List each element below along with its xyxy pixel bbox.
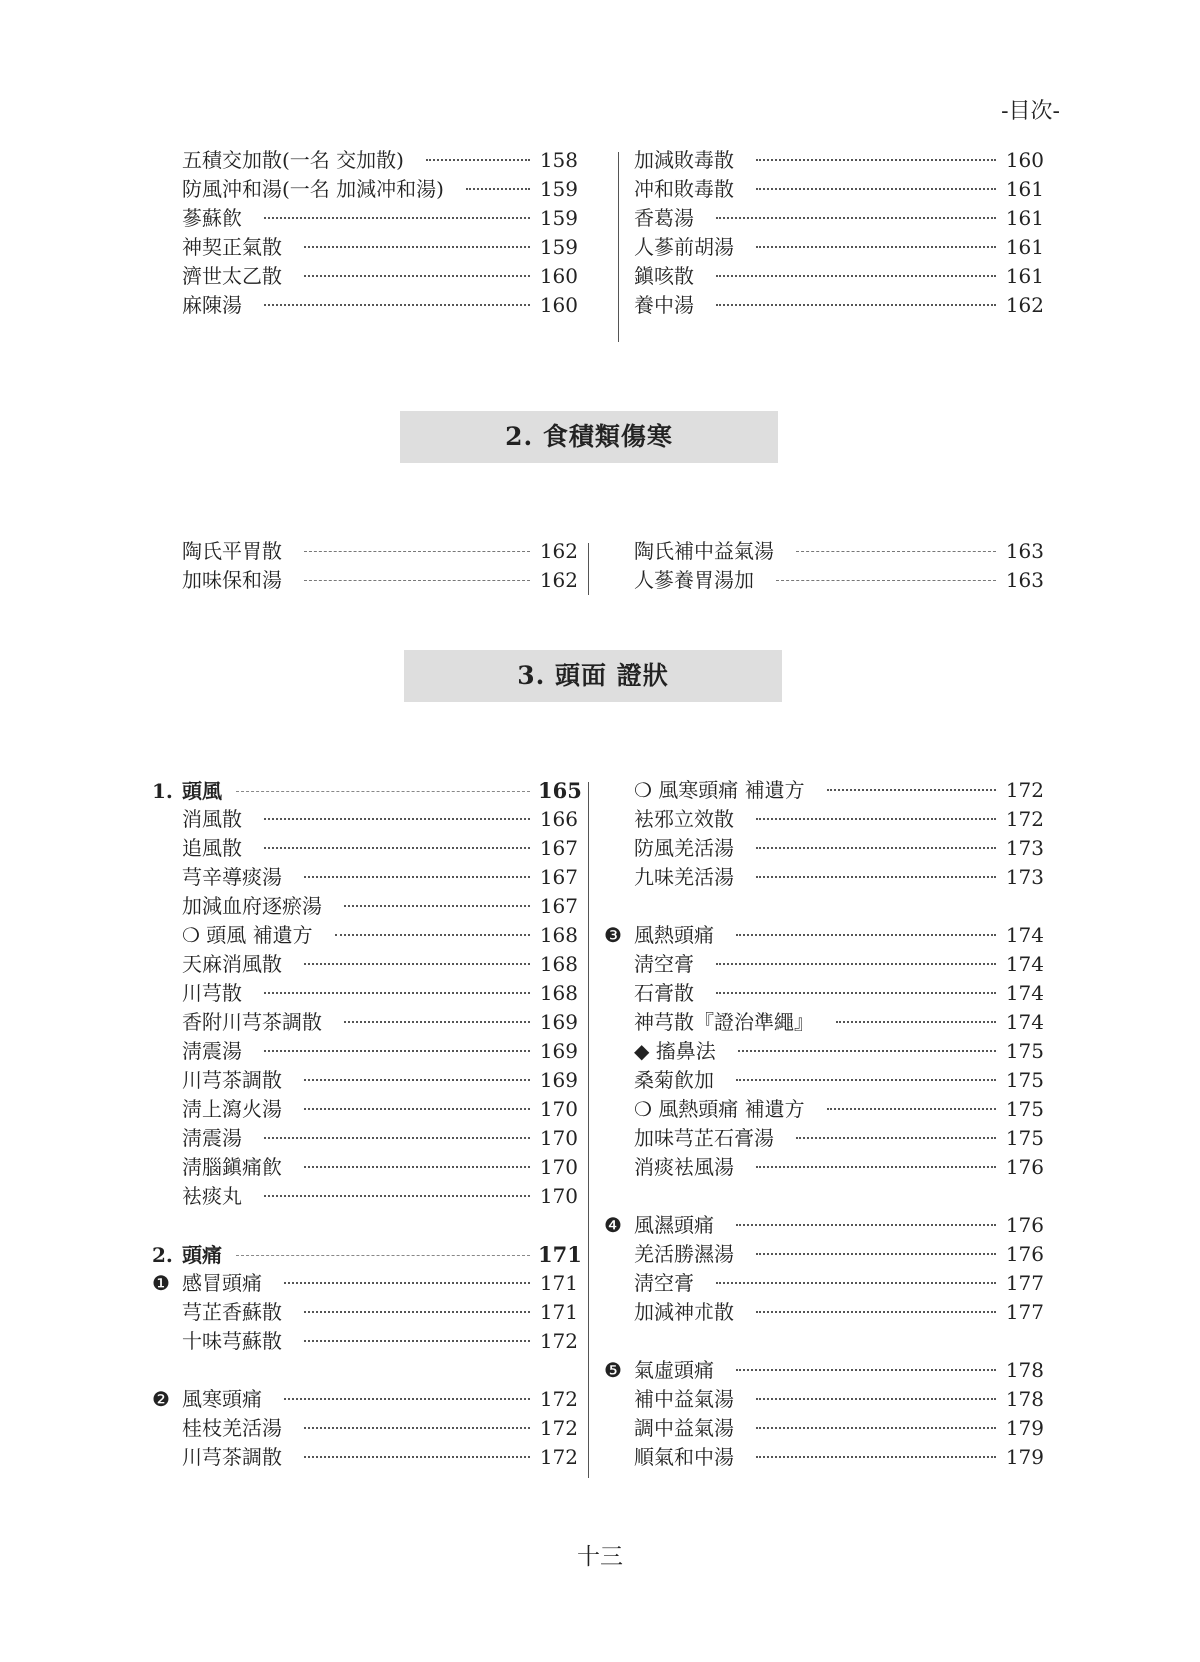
toc-entry-marker: ❹ (604, 1213, 622, 1237)
toc-entry-page: 176 (1005, 1213, 1044, 1237)
dot-leader (716, 963, 996, 965)
section-banner-2: 2. 食積類傷寒 (400, 411, 778, 463)
toc-entry-page: 174 (1005, 1010, 1044, 1034)
dot-leader (796, 1137, 996, 1139)
toc-entry[interactable] (152, 979, 578, 1008)
toc-entry-page: 169 (539, 1010, 578, 1034)
toc-entry[interactable] (634, 262, 1044, 291)
dot-leader (756, 1166, 996, 1168)
dot-leader (304, 876, 530, 878)
toc-entry-page: 171 (539, 1300, 578, 1324)
dot-leader (756, 159, 996, 161)
toc-entry-title: 加減血府逐瘀湯 (182, 894, 322, 918)
toc-entry-page: 162 (1005, 293, 1044, 317)
toc-entry-title: 加減神朮散 (634, 1300, 734, 1324)
toc-entry-title: 川芎茶調散 (182, 1068, 282, 1092)
toc-entry[interactable] (604, 1269, 1044, 1298)
toc-entry-title: 麻陳湯 (182, 293, 242, 317)
toc-entry[interactable] (152, 1327, 578, 1356)
toc-entry[interactable] (604, 776, 1044, 805)
dot-leader (236, 791, 530, 792)
dot-leader (756, 876, 996, 878)
toc-entry-title: ◆ 搐鼻法 (634, 1039, 716, 1063)
toc-entry-page: 163 (1005, 568, 1044, 592)
toc-entry-title: 風寒頭痛 (182, 1387, 262, 1411)
toc-entry-page: 174 (1005, 981, 1044, 1005)
dot-leader (756, 1456, 996, 1458)
toc-entry-page: 179 (1005, 1445, 1044, 1469)
toc-entry-page: 172 (539, 1445, 578, 1469)
toc-spacer (152, 1211, 578, 1240)
dot-leader (776, 580, 996, 581)
toc-column-left (152, 776, 582, 1472)
dot-leader (736, 1369, 996, 1371)
toc-entry-title: 補中益氣湯 (634, 1387, 734, 1411)
toc-entry[interactable] (604, 1414, 1044, 1443)
dot-leader (335, 934, 530, 936)
toc-entry-title: 人蔘養胃湯加 (634, 568, 754, 592)
dot-leader (756, 1311, 996, 1313)
toc-entry-page: 177 (1005, 1300, 1044, 1324)
toc-entry-page: 175 (1005, 1126, 1044, 1150)
toc-entry-title: 羌活勝濕湯 (634, 1242, 734, 1266)
toc-entry-title: 追風散 (182, 836, 242, 860)
toc-entry[interactable] (182, 204, 578, 233)
toc-entry-title: 消風散 (182, 807, 242, 831)
toc-entry[interactable] (152, 892, 578, 921)
toc-entry-title: 頭風 (182, 779, 222, 803)
toc-entry-title: 陶氏補中益氣湯 (634, 539, 774, 563)
toc-entry-title: 順氣和中湯 (634, 1445, 734, 1469)
dot-leader (304, 246, 530, 248)
toc-entry[interactable] (604, 1211, 1044, 1240)
toc-spacer (604, 892, 1044, 921)
toc-entry-page: 168 (539, 952, 578, 976)
toc-entry-page: 174 (1005, 952, 1044, 976)
toc-entry-page: 172 (1005, 807, 1044, 831)
dot-leader (716, 217, 996, 219)
dot-leader (304, 963, 530, 965)
dot-leader (736, 934, 996, 936)
toc-entry-page: 161 (1005, 206, 1044, 230)
dot-leader (264, 1195, 530, 1197)
column-divider (618, 152, 619, 342)
toc-entry[interactable] (634, 566, 1044, 595)
toc-entry-title: 淸震湯 (182, 1039, 242, 1063)
toc-entry-title: 桂枝羌活湯 (182, 1416, 282, 1440)
toc-entry[interactable] (604, 950, 1044, 979)
dot-leader (738, 1050, 996, 1052)
toc-section-heading[interactable] (152, 776, 582, 805)
dot-leader (264, 1050, 530, 1052)
toc-entry-title: 袪邪立效散 (634, 807, 734, 831)
toc-entry[interactable] (604, 863, 1044, 892)
toc-entry[interactable] (152, 1153, 578, 1182)
toc-entry[interactable] (634, 291, 1044, 320)
dot-leader (304, 1108, 530, 1110)
toc-entry-page: 165 (538, 778, 582, 803)
toc-entry-page: 161 (1005, 235, 1044, 259)
toc-entry-page: 173 (1005, 836, 1044, 860)
toc-entry[interactable] (152, 863, 578, 892)
toc-entry-title: 九味羌活湯 (634, 865, 734, 889)
toc-entry-title: 淸空膏 (634, 1271, 694, 1295)
toc-entry-page: 172 (539, 1387, 578, 1411)
dot-leader (756, 847, 996, 849)
toc-block-2 (158, 537, 1044, 607)
toc-entry-title: 神芎散『證治準繩』 (634, 1010, 814, 1034)
toc-entry[interactable] (152, 1066, 578, 1095)
toc-entry[interactable] (604, 1095, 1044, 1124)
toc-entry-title: 五積交加散(一名 交加散) (182, 148, 404, 172)
toc-entry[interactable] (152, 1298, 578, 1327)
toc-entry-page: 171 (538, 1242, 582, 1267)
toc-entry-page: 174 (1005, 923, 1044, 947)
toc-entry-title: 人蔘前胡湯 (634, 235, 734, 259)
toc-entry-page: 178 (1005, 1358, 1044, 1382)
dot-leader (756, 246, 996, 248)
toc-entry[interactable] (152, 1182, 578, 1211)
toc-entry-marker: ❶ (152, 1271, 170, 1295)
dot-leader (264, 992, 530, 994)
toc-entry[interactable] (634, 146, 1044, 175)
toc-column-right (604, 776, 1044, 1472)
toc-column-left (182, 537, 578, 595)
column-divider (588, 543, 589, 595)
toc-entry-title: 風濕頭痛 (634, 1213, 714, 1237)
toc-entry-page: 172 (1005, 778, 1044, 802)
toc-entry-marker: 1. (152, 779, 173, 803)
dot-leader (304, 1311, 530, 1313)
toc-entry-marker: ❸ (604, 923, 622, 947)
toc-entry-page: 170 (539, 1184, 578, 1208)
toc-entry-page: 169 (539, 1039, 578, 1063)
dot-leader (827, 1108, 996, 1110)
toc-entry-title: 陶氏平胃散 (182, 539, 282, 563)
toc-entry-title: 加味保和湯 (182, 568, 282, 592)
dot-leader (796, 551, 996, 552)
toc-column-right (634, 146, 1044, 320)
toc-entry-marker: ❺ (604, 1358, 622, 1382)
toc-entry-title: 香葛湯 (634, 206, 694, 230)
toc-entry-title: 袪痰丸 (182, 1184, 242, 1208)
toc-entry[interactable] (604, 979, 1044, 1008)
dot-leader (304, 580, 530, 581)
toc-entry-title: 天麻消風散 (182, 952, 282, 976)
toc-entry-page: 159 (539, 235, 578, 259)
toc-entry[interactable] (152, 950, 578, 979)
toc-entry-page: 167 (539, 894, 578, 918)
toc-entry-title: 防風沖和湯(一名 加減冲和湯) (182, 177, 444, 201)
toc-entry-title: 十味芎蘇散 (182, 1329, 282, 1353)
dot-leader (756, 188, 996, 190)
toc-entry-page: 171 (539, 1271, 578, 1295)
toc-entry[interactable] (634, 537, 1044, 566)
dot-leader (304, 1427, 530, 1429)
toc-entry-title: 頭痛 (182, 1243, 222, 1267)
toc-spacer (152, 1356, 578, 1385)
toc-entry-page: 169 (539, 1068, 578, 1092)
toc-entry-title: ❍ 風熱頭痛 補遺方 (634, 1097, 805, 1121)
dot-leader (756, 818, 996, 820)
toc-entry-page: 175 (1005, 1097, 1044, 1121)
toc-entry[interactable] (152, 1095, 578, 1124)
column-divider (588, 782, 589, 1478)
toc-entry-title: 加減敗毒散 (634, 148, 734, 172)
toc-entry-page: 176 (1005, 1155, 1044, 1179)
toc-entry-title: 氣虛頭痛 (634, 1358, 714, 1382)
toc-entry-page: 178 (1005, 1387, 1044, 1411)
toc-entry[interactable] (182, 566, 578, 595)
toc-entry-page: 162 (539, 539, 578, 563)
toc-entry-marker: 2. (152, 1243, 173, 1267)
toc-entry-page: 160 (1005, 148, 1044, 172)
toc-entry[interactable] (152, 921, 578, 950)
dot-leader (304, 275, 530, 277)
toc-entry-page: 175 (1005, 1039, 1044, 1063)
toc-entry[interactable] (182, 537, 578, 566)
toc-entry[interactable] (604, 921, 1044, 950)
dot-leader (236, 1255, 530, 1256)
toc-entry-page: 161 (1005, 177, 1044, 201)
toc-entry-title: 香附川芎茶調散 (182, 1010, 322, 1034)
toc-entry[interactable] (152, 1037, 578, 1066)
dot-leader (426, 159, 530, 161)
toc-entry[interactable] (182, 146, 578, 175)
toc-entry-title: 桑菊飮加 (634, 1068, 714, 1092)
toc-entry[interactable] (604, 1443, 1044, 1472)
dot-leader (264, 1137, 530, 1139)
dot-leader (264, 217, 530, 219)
toc-entry-page: 163 (1005, 539, 1044, 563)
toc-entry-title: 石膏散 (634, 981, 694, 1005)
toc-entry-page: 161 (1005, 264, 1044, 288)
dot-leader (304, 1456, 530, 1458)
section-banner-3: 3. 頭面 證狀 (404, 650, 782, 702)
toc-entry-title: 加味芎芷石膏湯 (634, 1126, 774, 1150)
toc-entry-title: 消痰袪風湯 (634, 1155, 734, 1179)
toc-entry[interactable] (604, 1240, 1044, 1269)
toc-entry-page: 172 (539, 1416, 578, 1440)
toc-entry-title: 濟世太乙散 (182, 264, 282, 288)
toc-entry-page: 168 (539, 981, 578, 1005)
dot-leader (264, 847, 530, 849)
toc-block-1 (158, 146, 1044, 346)
toc-entry-page: 176 (1005, 1242, 1044, 1266)
toc-entry-title: 調中益氣湯 (634, 1416, 734, 1440)
toc-column-left (182, 146, 578, 320)
toc-entry[interactable] (604, 1066, 1044, 1095)
toc-spacer (604, 1327, 1044, 1356)
toc-entry-title: 芎芷香蘇散 (182, 1300, 282, 1324)
dot-leader (304, 1166, 530, 1168)
toc-entry-title: 蔘蘇飮 (182, 206, 242, 230)
toc-section-heading[interactable] (152, 1240, 582, 1269)
toc-entry-page: 170 (539, 1126, 578, 1150)
toc-entry-title: 養中湯 (634, 293, 694, 317)
toc-entry-title: 淸腦鎭痛飮 (182, 1155, 282, 1179)
toc-entry[interactable] (604, 805, 1044, 834)
dot-leader (304, 551, 530, 552)
dot-leader (284, 1282, 530, 1284)
toc-entry[interactable] (152, 1414, 578, 1443)
toc-entry-page: 170 (539, 1155, 578, 1179)
toc-entry-title: 感冒頭痛 (182, 1271, 262, 1295)
toc-entry-page: 160 (539, 264, 578, 288)
toc-entry-page: 159 (539, 206, 578, 230)
toc-entry-page: 159 (539, 177, 578, 201)
toc-entry[interactable] (604, 1037, 1044, 1066)
toc-entry-title: ❍ 頭風 補遺方 (182, 923, 313, 947)
dot-leader (304, 1079, 530, 1081)
toc-entry-title: 冲和敗毒散 (634, 177, 734, 201)
toc-entry[interactable] (634, 204, 1044, 233)
dot-leader (827, 789, 996, 791)
toc-entry[interactable] (152, 1269, 578, 1298)
toc-entry[interactable] (182, 291, 578, 320)
dot-leader (716, 275, 996, 277)
toc-entry[interactable] (152, 1385, 578, 1414)
toc-entry[interactable] (182, 262, 578, 291)
toc-entry[interactable] (152, 834, 578, 863)
toc-entry[interactable] (634, 175, 1044, 204)
toc-entry-page: 167 (539, 836, 578, 860)
dot-leader (736, 1224, 996, 1226)
dot-leader (736, 1079, 996, 1081)
dot-leader (344, 905, 530, 907)
toc-entry-page: 160 (539, 293, 578, 317)
toc-spacer (604, 1182, 1044, 1211)
toc-entry-title: 芎辛導痰湯 (182, 865, 282, 889)
toc-entry-title: 鎭咳散 (634, 264, 694, 288)
toc-entry-title: 淸空膏 (634, 952, 694, 976)
dot-leader (264, 304, 530, 306)
toc-entry-page: 158 (539, 148, 578, 172)
dot-leader (756, 1427, 996, 1429)
toc-entry[interactable] (152, 1443, 578, 1472)
toc-entry[interactable] (604, 1385, 1044, 1414)
toc-entry-title: 淸震湯 (182, 1126, 242, 1150)
toc-column-right (634, 537, 1044, 595)
toc-entry[interactable] (604, 1153, 1044, 1182)
toc-entry[interactable] (634, 233, 1044, 262)
dot-leader (716, 1282, 996, 1284)
toc-entry-title: ❍ 風寒頭痛 補遺方 (634, 778, 805, 802)
toc-entry[interactable] (604, 1356, 1044, 1385)
running-header: -目次- (1001, 99, 1060, 124)
toc-entry-page: 179 (1005, 1416, 1044, 1440)
dot-leader (716, 992, 996, 994)
dot-leader (466, 188, 530, 190)
toc-entry[interactable] (152, 1124, 578, 1153)
toc-entry-title: 防風羌活湯 (634, 836, 734, 860)
toc-entry[interactable] (604, 1008, 1044, 1037)
toc-entry-title: 川芎散 (182, 981, 242, 1005)
toc-entry-marker: ❷ (152, 1387, 170, 1411)
toc-entry[interactable] (604, 834, 1044, 863)
toc-entry[interactable] (604, 1124, 1044, 1153)
toc-entry[interactable] (182, 175, 578, 204)
toc-entry-page: 162 (539, 568, 578, 592)
toc-entry-page: 172 (539, 1329, 578, 1353)
toc-entry-title: 風熱頭痛 (634, 923, 714, 947)
toc-entry-page: 175 (1005, 1068, 1044, 1092)
toc-entry[interactable] (152, 1008, 578, 1037)
page-number: 十三 (577, 1544, 623, 1570)
toc-entry-page: 170 (539, 1097, 578, 1121)
dot-leader (284, 1398, 530, 1400)
dot-leader (756, 1398, 996, 1400)
toc-block-3 (152, 776, 1044, 1486)
toc-entry-page: 173 (1005, 865, 1044, 889)
dot-leader (304, 1340, 530, 1342)
toc-entry-title: 神契正氣散 (182, 235, 282, 259)
toc-entry-page: 167 (539, 865, 578, 889)
toc-entry-page: 177 (1005, 1271, 1044, 1295)
toc-entry-page: 166 (539, 807, 578, 831)
dot-leader (344, 1021, 530, 1023)
dot-leader (716, 304, 996, 306)
toc-entry-title: 川芎茶調散 (182, 1445, 282, 1469)
toc-entry[interactable] (604, 1298, 1044, 1327)
dot-leader (756, 1253, 996, 1255)
toc-entry[interactable] (152, 805, 578, 834)
dot-leader (264, 818, 530, 820)
toc-entry[interactable] (182, 233, 578, 262)
toc-entry-page: 168 (539, 923, 578, 947)
toc-entry-title: 淸上瀉火湯 (182, 1097, 282, 1121)
dot-leader (836, 1021, 996, 1023)
